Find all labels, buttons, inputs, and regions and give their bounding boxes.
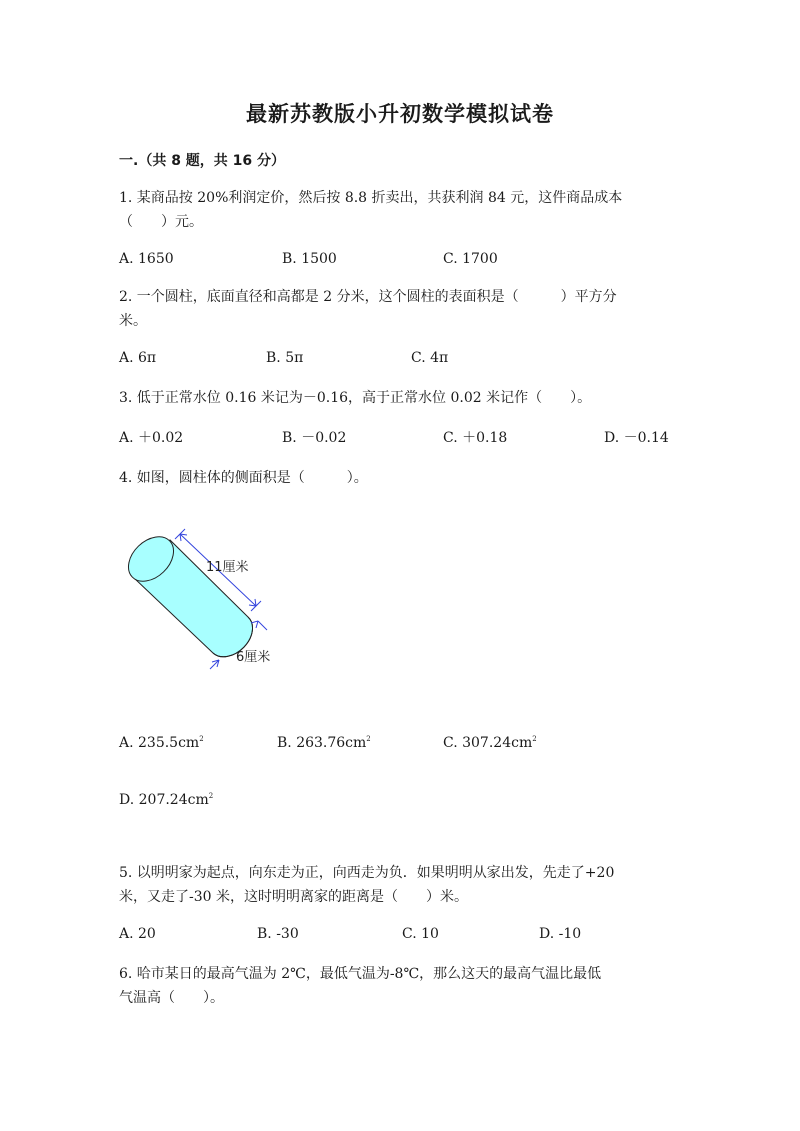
question-3 [119, 386, 689, 410]
unit-superscript: 2 [199, 735, 204, 743]
question-5-option-d: D. -10 [539, 926, 582, 942]
question-2-option-c: C. 4π [411, 350, 449, 366]
question-1-option-a: A. 1650 [119, 251, 174, 267]
question-5-option-c: C. 10 [402, 926, 439, 942]
question-2-option-b: B. 5π [266, 350, 304, 366]
question-1-option-c: C. 1700 [443, 251, 498, 267]
question-3-option-c: C. ＋0.18 [443, 430, 508, 446]
question-3-option-d: D. －0.14 [604, 430, 669, 446]
question-5-option-a: A. 20 [119, 926, 156, 942]
question-4-line-1: 4. 如图，圆柱体的侧面积是（ ）。 [119, 470, 368, 486]
question-2-line-2: 米。 [119, 313, 147, 329]
question-6-line-2: 气温高（ ）。 [119, 990, 224, 1006]
unit-superscript: 2 [208, 792, 214, 800]
question-5 [119, 861, 689, 909]
question-1 [119, 186, 689, 234]
page-title: 最新苏教版小升初数学模拟试卷 [246, 102, 554, 126]
question-4-option-b [277, 729, 371, 753]
question-2-option-a: A. 6π [119, 350, 157, 366]
unit-superscript: 2 [532, 735, 537, 743]
cylinder-figure [118, 522, 288, 682]
diameter-label: 6厘米 [236, 650, 271, 665]
question-1-option-b: B. 1500 [282, 251, 337, 267]
question-1-line-1: 1. 某商品按 20%利润定价，然后按 8.8 折卖出，共获利润 84 元，这件商品成本 [119, 190, 623, 206]
question-4 [119, 466, 689, 490]
question-5-line-1: 5. 以明明家为起点，向东走为正，向西走为负．如果明明从家出发，先走了+20 [119, 865, 615, 881]
question-6 [119, 962, 689, 1010]
unit-superscript: 2 [366, 735, 371, 743]
question-1-line-2: （ ）元。 [119, 214, 203, 230]
question-5-option-b: B. -30 [257, 926, 299, 942]
length-label: 11厘米 [206, 560, 249, 575]
section-header: 一.（共 8 题，共 16 分） [119, 153, 286, 169]
question-6-line-1: 6. 哈市某日的最高气温为 2℃，最低气温为-8℃，那么这天的最高气温比最低 [119, 966, 602, 982]
question-3-line-1: 3. 低于正常水位 0.16 米记为－0.16，高于正常水位 0.02 米记作（ ）。 [119, 390, 592, 406]
question-5-line-2: 米，又走了-30 米，这时明明离家的距离是（ ）米。 [119, 889, 468, 905]
question-4-option-c-text: C. 307.24cm [443, 735, 533, 751]
question-4-option-d-text: D. 207.24cm [119, 792, 209, 808]
question-3-option-b: B. －0.02 [282, 430, 347, 446]
question-4-option-a [119, 729, 204, 753]
question-2-line-1: 2. 一个圆柱，底面直径和高都是 2 分米，这个圆柱的表面积是（ ）平方分 [119, 289, 617, 305]
question-4-option-d [119, 786, 213, 810]
question-4-option-c [443, 729, 537, 753]
question-4-option-a-text: A. 235.5cm [119, 735, 200, 751]
question-3-option-a: A. ＋0.02 [119, 430, 184, 446]
question-2 [119, 285, 689, 333]
question-4-option-b-text: B. 263.76cm [277, 735, 367, 751]
